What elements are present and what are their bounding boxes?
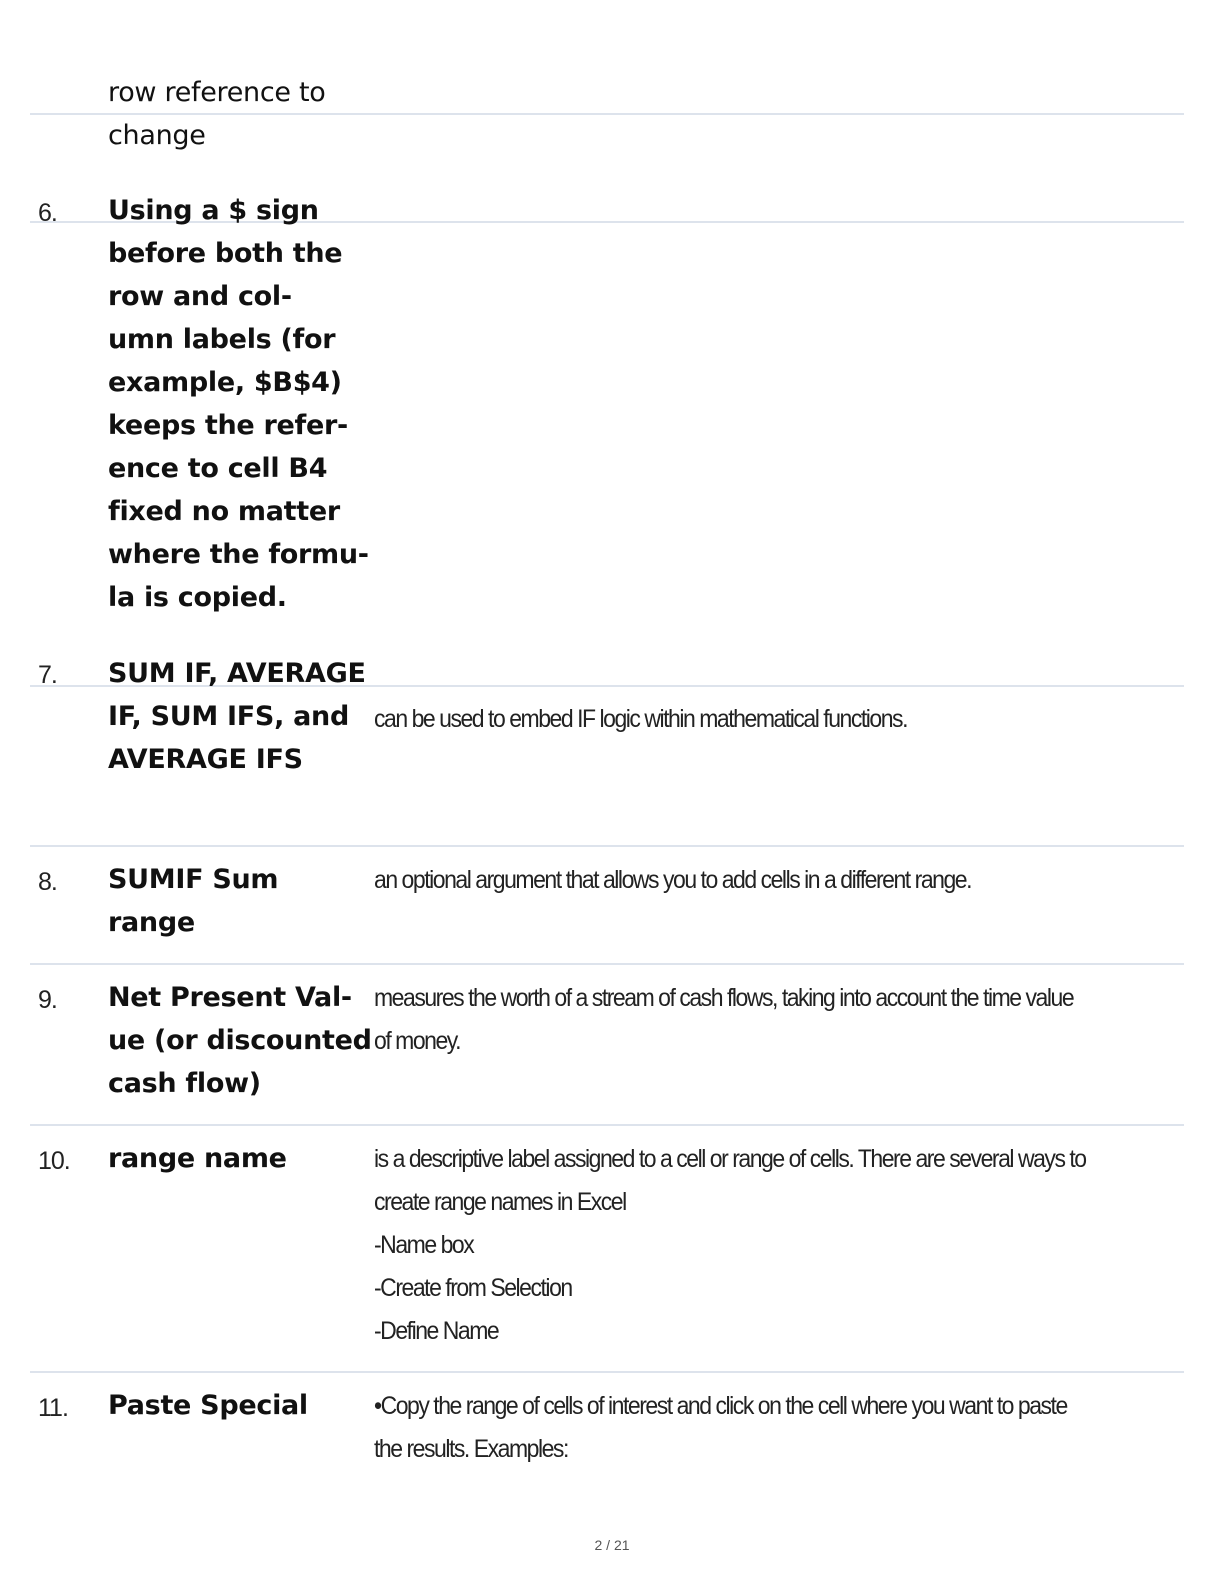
entry-term bbox=[108, 1137, 370, 1180]
entry-definition bbox=[374, 698, 1110, 741]
definition-line: •Copy the range of cells of interest and click on the cell where you want to paste bbox=[374, 1392, 1067, 1420]
entry-definition bbox=[374, 1385, 1110, 1471]
term-line: AVERAGE IFS bbox=[108, 744, 303, 775]
term-line: row and col- bbox=[108, 281, 292, 312]
entry-term bbox=[108, 976, 370, 1105]
definition-line: -Define Name bbox=[374, 1317, 499, 1345]
term-line: before both the bbox=[108, 238, 343, 269]
entry-term bbox=[108, 1384, 370, 1427]
definition-line: measures the worth of a stream of cash flows, taking into account the time value bbox=[374, 984, 1074, 1012]
entry-number: 9. bbox=[38, 986, 57, 1014]
definition-line: -Name box bbox=[374, 1231, 474, 1259]
term-line: Paste Special bbox=[108, 1390, 308, 1421]
term-line: ue (or discounted bbox=[108, 1025, 372, 1056]
definition-line: is a descriptive label assigned to a cell or range of cells. There are several ways to bbox=[374, 1145, 1086, 1173]
entry-term bbox=[108, 71, 370, 157]
row-divider bbox=[30, 963, 1184, 965]
term-line: row reference to bbox=[108, 77, 326, 108]
term-line: SUMIF Sum bbox=[108, 864, 279, 895]
page-number: 2 / 21 bbox=[594, 1537, 630, 1553]
term-line: Net Present Val- bbox=[108, 982, 352, 1013]
term-line: range bbox=[108, 907, 195, 938]
term-line: fixed no matter bbox=[108, 496, 340, 527]
definition-line: can be used to embed IF logic within mathematical functions. bbox=[374, 705, 908, 733]
term-line: la is copied. bbox=[108, 582, 287, 613]
entry-term bbox=[108, 189, 370, 619]
term-line: example, $B$4) bbox=[108, 367, 342, 398]
term-line: umn labels (for bbox=[108, 324, 336, 355]
row-divider bbox=[30, 1371, 1184, 1373]
term-line: keeps the refer- bbox=[108, 410, 348, 441]
term-line: ence to cell B4 bbox=[108, 453, 328, 484]
entry-number: 10. bbox=[38, 1147, 70, 1175]
term-line: SUM IF, AVERAGE bbox=[108, 658, 366, 689]
term-line: range name bbox=[108, 1143, 287, 1174]
entry-number: 8. bbox=[38, 868, 57, 896]
entry-number: 6. bbox=[38, 199, 57, 227]
entry-term bbox=[108, 858, 370, 944]
entry-term bbox=[108, 652, 370, 781]
definition-line: an optional argument that allows you to add cells in a different range. bbox=[374, 866, 972, 894]
term-line: IF, SUM IFS, and bbox=[108, 701, 350, 732]
entry-definition bbox=[374, 1138, 1110, 1353]
definition-line: the results. Examples: bbox=[374, 1435, 568, 1463]
entry-number: 7. bbox=[38, 661, 57, 689]
term-line: Using a $ sign bbox=[108, 195, 319, 226]
term-line: change bbox=[108, 120, 206, 151]
row-divider bbox=[30, 845, 1184, 847]
definition-line: create range names in Excel bbox=[374, 1188, 626, 1216]
term-line: cash flow) bbox=[108, 1068, 261, 1099]
entry-number: 11. bbox=[38, 1394, 68, 1422]
entry-definition bbox=[374, 859, 1110, 902]
row-divider bbox=[30, 1124, 1184, 1126]
entry-definition bbox=[374, 977, 1110, 1063]
definition-line: -Create from Selection bbox=[374, 1274, 572, 1302]
definition-line: of money. bbox=[374, 1027, 461, 1055]
term-line: where the formu- bbox=[108, 539, 369, 570]
